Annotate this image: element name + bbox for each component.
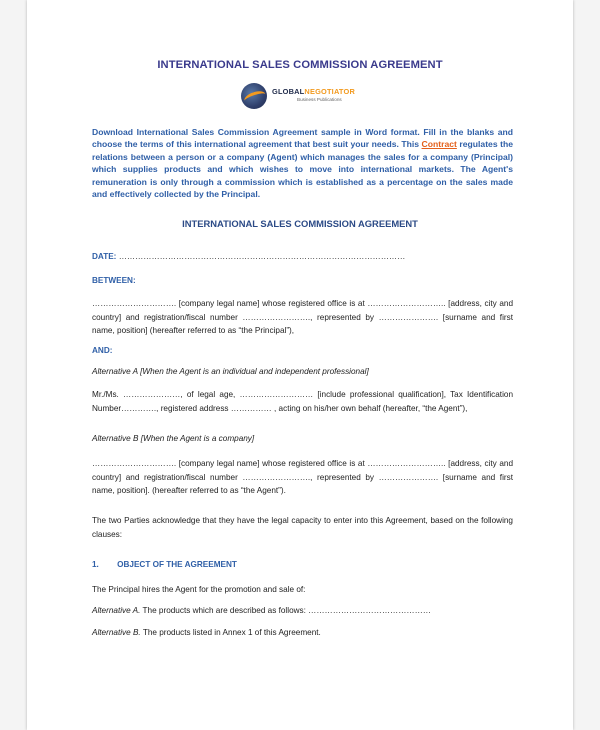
intro-text-2: regulates the relations between a person or a company (Agent) which manages the sales for a company (Principal) which supplies products and which wishes to move into international markets. The Agent's remuneration is only through a commission which is established as a percentage on the sales made and effectively collected by the Principal. [92,139,514,200]
logo-subtitle: Business Publications [297,97,342,102]
logo-brand-part2: NEGOTIATOR [304,87,355,96]
alt-a-text: Mr./Ms. …………………, of legal age, ……………………… [include professional qualification], Tax Identification Number…………., registered address …………… , acting on his/her own behalf (hereafter, “the Agent”), [92,390,513,413]
date-blank: …………………………………………………………………………………………… [118,252,406,261]
section-1-title: OBJECT OF THE AGREEMENT [117,560,237,569]
section-1-number: 1. [92,560,99,569]
alt-a-products [92,606,431,615]
globe-icon [241,83,267,109]
agreement-heading: INTERNATIONAL SALES COMMISSION AGREEMENT [182,218,418,229]
date-label: DATE: [92,252,117,261]
logo [241,81,391,111]
contract-link[interactable]: Contract [421,139,457,150]
section-1-text: The Principal hires the Agent for the promotion and sale of: [92,585,306,594]
alt-b-products-label: Alternative B. [92,628,141,637]
alt-a-products-text: The products which are described as follows: ……………………………………… [142,606,431,615]
intro-text-1: Download International Sales Commission Agreement sample in Word format. Fill in the blanks and choose the terms of this international agreement that best suit your needs. This [92,127,513,150]
date-row [92,252,405,261]
principal-block: …………………………. [company legal name] whose registered office is at ……………………….. [address, city and country] and registration/fiscal number ……………………., represented by …………………. [surname and first name, position] (hereafter referred to as “the Principal”), [92,299,513,336]
between-label: BETWEEN: [92,276,136,285]
document-page [27,0,573,730]
alt-a-products-label: Alternative A. [92,606,141,615]
and-label: AND: [92,346,113,355]
intro-paragraph [92,126,513,200]
section-1-heading [92,560,237,569]
logo-brand [272,87,355,96]
alt-b-heading: Alternative B [When the Agent is a company] [92,434,255,443]
alt-b-products-text: The products listed in Annex 1 of this Agreement. [142,628,321,637]
logo-brand-part1: GLOBAL [272,87,305,96]
alt-a-heading: Alternative A [When the Agent is an individual and independent professional] [92,367,369,376]
alt-b-products [92,628,321,637]
document-title: INTERNATIONAL SALES COMMISSION AGREEMENT [157,59,443,71]
agent-block: …………………………. [company legal name] whose registered office is at ……………………….. [address, city and country] and registration/fiscal number ……………………., represented by …………………. [surname and first name, position]. (hereafter referred to as “the Agent”). [92,459,513,496]
parties-text: The two Parties acknowledge that they have the legal capacity to enter into this Agreement, based on the following clauses: [92,516,513,539]
